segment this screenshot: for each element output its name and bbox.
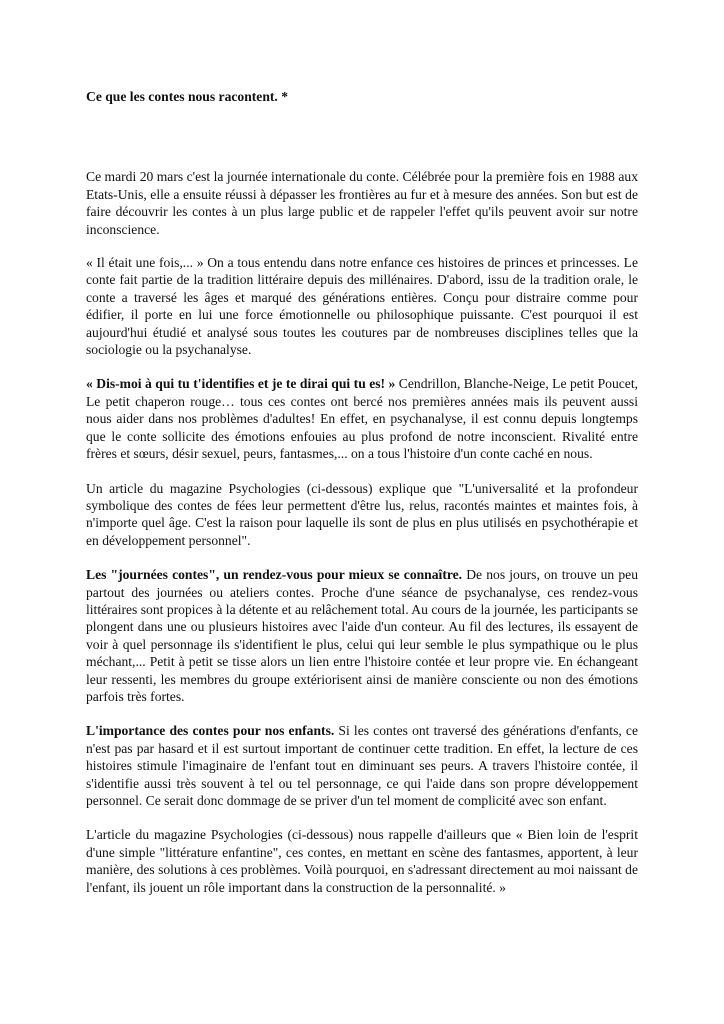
paragraph-7-text: L'article du magazine Psychologies (ci-dessous) nous rappelle d'ailleurs que « Bien loin de l'esprit d'une simple "littérature enfantine", ces contes, en mettant en scène des fantasmes, apportent, à leur manière, des solutions à ces problèmes. Voilà pourquoi, en s'adressant directement au moi naissant de l'enfant, ils jouent un rôle important dans la construction de la personnalité. » xyxy=(86,827,638,895)
paragraph-5-lead: Les "journées contes", un rendez-vous pour mieux se connaître. xyxy=(86,567,463,583)
paragraph-6 xyxy=(86,722,638,809)
paragraph-1-text: Ce mardi 20 mars c'est la journée internationale du conte. Célébrée pour la première fois en 1988 aux Etats-Unis, elle a ensuite réussi à dépasser les frontières au fur et à mesure des années. Son but est de faire découvrir les contes à un plus large public et de rappeler l'effet qu'ils peuvent avoir sur notre inconscience. xyxy=(86,169,638,237)
document-title: Ce que les contes nous racontent. * xyxy=(86,89,289,104)
paragraph-5-text: De nos jours, on trouve un peu partout des journées ou ateliers contes. Proche d'une séance de psychanalyse, ces rendez-vous littéraires sont propices à la détente et au relâchement total. Au cours de la journée, les participants se plongent dans une ou plusieurs histoires avec l'aide d'un conteur. Au fil des lectures, ils essayent de voir à quel personnage ils s'identifient le plus, celui qui leur semble le plus sympathique ou le plus méchant,... Petit à petit se tisse alors un lien entre l'histoire contée et leur propre vie. En échangeant leur ressenti, les membres du groupe extériorisent ainsi de manière consciente ou non des émotions parfois très fortes. xyxy=(86,567,639,704)
paragraph-6-text: Si les contes ont traversé des générations d'enfants, ce n'est pas par hasard et il est surtout important de continuer cette tradition. En effet, la lecture de ces histoires stimule l'imaginaire de l'enfant tout en diminuant ses peurs. A travers l'histoire contée, il s'identifie aussi très souvent à tel ou tel personnage, ce qui l'aide dans son propre développement personnel. Ce serait donc dommage de se priver d'un tel moment de complicité avec son enfant. xyxy=(86,723,639,808)
paragraph-2-text: « Il était une fois,... » On a tous entendu dans notre enfance ces histoires de princes et princesses. Le conte fait partie de la tradition littéraire depuis des millénaires. D'abord, issu de la tradition orale, le conte a traversé les âges et marqué des générations entières. Conçu pour distraire comme pour édifier, il porte en lui une force émotionnelle ou philosophique puissante. C'est pourquoi il est aujourd'hui étudié et analysé sous toutes les coutures par de nombreuses disciplines telles que la sociologie ou la psychanalyse. xyxy=(86,255,638,358)
paragraph-3-lead: « Dis-moi à qui tu t'identifies et je te dirai qui tu es! » xyxy=(86,376,399,392)
document-page xyxy=(86,88,638,896)
paragraph-5 xyxy=(86,566,638,705)
paragraph-3 xyxy=(86,375,638,462)
paragraph-3-text: Cendrillon, Blanche-Neige, Le petit Poucet, Le petit chaperon rouge… tous ces contes ont bercé nos premières années mais ils peuvent aussi nous aider dans nos problèmes d'adultes! En effet, en psychanalyse, il est connu depuis longtemps que le conte sollicite des émotions enfouies au plus profond de notre inconscient. Rivalité entre frères et sœurs, désir sexuel, peurs, fantasmes,... on a tous l'histoire d'un conte caché en nous. xyxy=(86,376,639,462)
paragraph-4 xyxy=(86,480,638,550)
paragraph-4-text: Un article du magazine Psychologies (ci-dessous) explique que "L'universalité et la profondeur symbolique des contes de fées leur permettent d'être lus, relus, racontés maintes et maintes fois, à n'importe quel âge. C'est la raison pour laquelle ils sont de plus en plus utilisés en psychothérapie et en développement personnel". xyxy=(86,480,638,548)
paragraph-2 xyxy=(86,254,638,358)
paragraph-1 xyxy=(86,168,638,238)
paragraph-7 xyxy=(86,826,638,896)
paragraph-6-lead: L'importance des contes pour nos enfants. xyxy=(86,723,335,739)
